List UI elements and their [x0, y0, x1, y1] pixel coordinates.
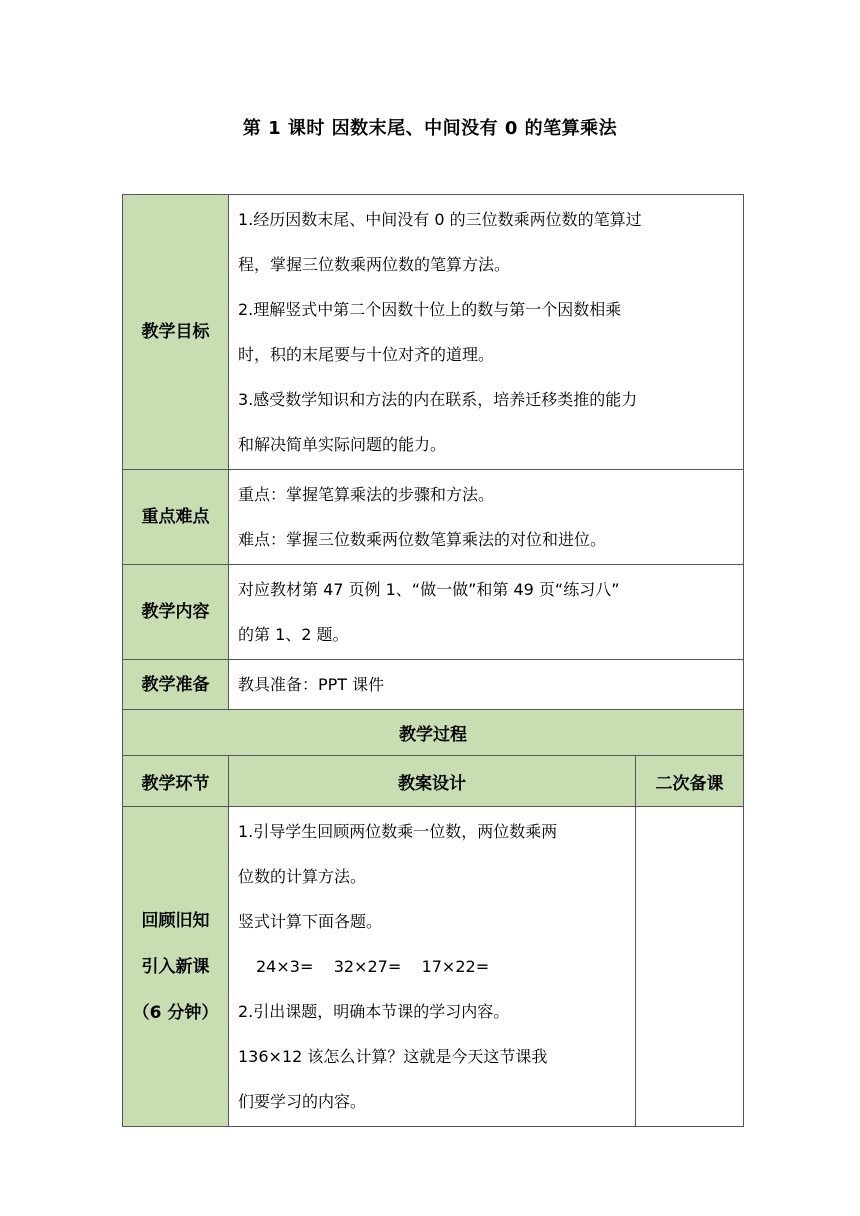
- key-points-content: [229, 470, 744, 565]
- design-line: 位数的计算方法。: [238, 867, 367, 886]
- lesson-plan-table: [122, 194, 744, 1127]
- objectives-line: 1.经历因数末尾、中间没有 0 的三位数乘两位数的笔算过: [238, 210, 642, 229]
- stage-review-row: [123, 807, 744, 1127]
- column-header-row: [123, 756, 744, 807]
- stage-review-revision: [636, 807, 744, 1127]
- page-title: 第 1 课时 因数末尾、中间没有 0 的笔算乘法: [242, 118, 618, 139]
- process-header-row: [123, 710, 744, 756]
- objectives-line: 程，掌握三位数乘两位数的笔算方法。: [238, 255, 511, 274]
- preparation-line: 教具准备：PPT 课件: [238, 675, 385, 694]
- teaching-content-text: [229, 565, 744, 660]
- key-points-label: 重点难点: [123, 470, 229, 565]
- content-line: 对应教材第 47 页例 1、“做一做”和第 49 页“练习八”: [238, 580, 620, 599]
- content-line: 的第 1、2 题。: [238, 625, 349, 644]
- column-header-revision: 二次备课: [636, 756, 744, 807]
- preparation-label: 教学准备: [123, 660, 229, 710]
- stage-review-label: [123, 807, 229, 1127]
- key-point-line: 难点：掌握三位数乘两位数笔算乘法的对位和进位。: [238, 530, 607, 549]
- preparation-row: [123, 660, 744, 710]
- process-header: 教学过程: [123, 710, 744, 756]
- teaching-content-label: 教学内容: [123, 565, 229, 660]
- stage-label-line: （6 分钟）: [132, 1002, 219, 1023]
- objectives-line: 3.感受数学知识和方法的内在联系，培养迁移类推的能力: [238, 390, 638, 409]
- design-line: 2.引出课题，明确本节课的学习内容。: [238, 1002, 510, 1021]
- column-header-design: 教案设计: [229, 756, 636, 807]
- objectives-line: 2.理解竖式中第二个因数十位上的数与第一个因数相乘: [238, 300, 622, 319]
- objectives-row: [123, 195, 744, 470]
- objectives-line: 时，积的末尾要与十位对齐的道理。: [238, 345, 495, 364]
- design-line: 136×12 该怎么计算？这就是今天这节课我: [238, 1047, 548, 1066]
- key-point-line: 重点：掌握笔算乘法的步骤和方法。: [238, 485, 495, 504]
- design-line: 竖式计算下面各题。: [238, 912, 383, 931]
- design-line: 们要学习的内容。: [238, 1092, 367, 1111]
- objectives-line: 和解决简单实际问题的能力。: [238, 435, 447, 454]
- objectives-label: 教学目标: [123, 195, 229, 470]
- calculation-exercises: 24×3= 32×27= 17×22=: [256, 957, 490, 976]
- design-line: 1.引导学生回顾两位数乘一位数，两位数乘两: [238, 822, 558, 841]
- column-header-stage: 教学环节: [123, 756, 229, 807]
- stage-review-design: [229, 807, 636, 1127]
- stage-label-line: 引入新课: [141, 956, 210, 977]
- preparation-text: [229, 660, 744, 710]
- stage-label-line: 回顾旧知: [141, 910, 210, 931]
- teaching-content-row: [123, 565, 744, 660]
- key-points-row: [123, 470, 744, 565]
- objectives-content: [229, 195, 744, 470]
